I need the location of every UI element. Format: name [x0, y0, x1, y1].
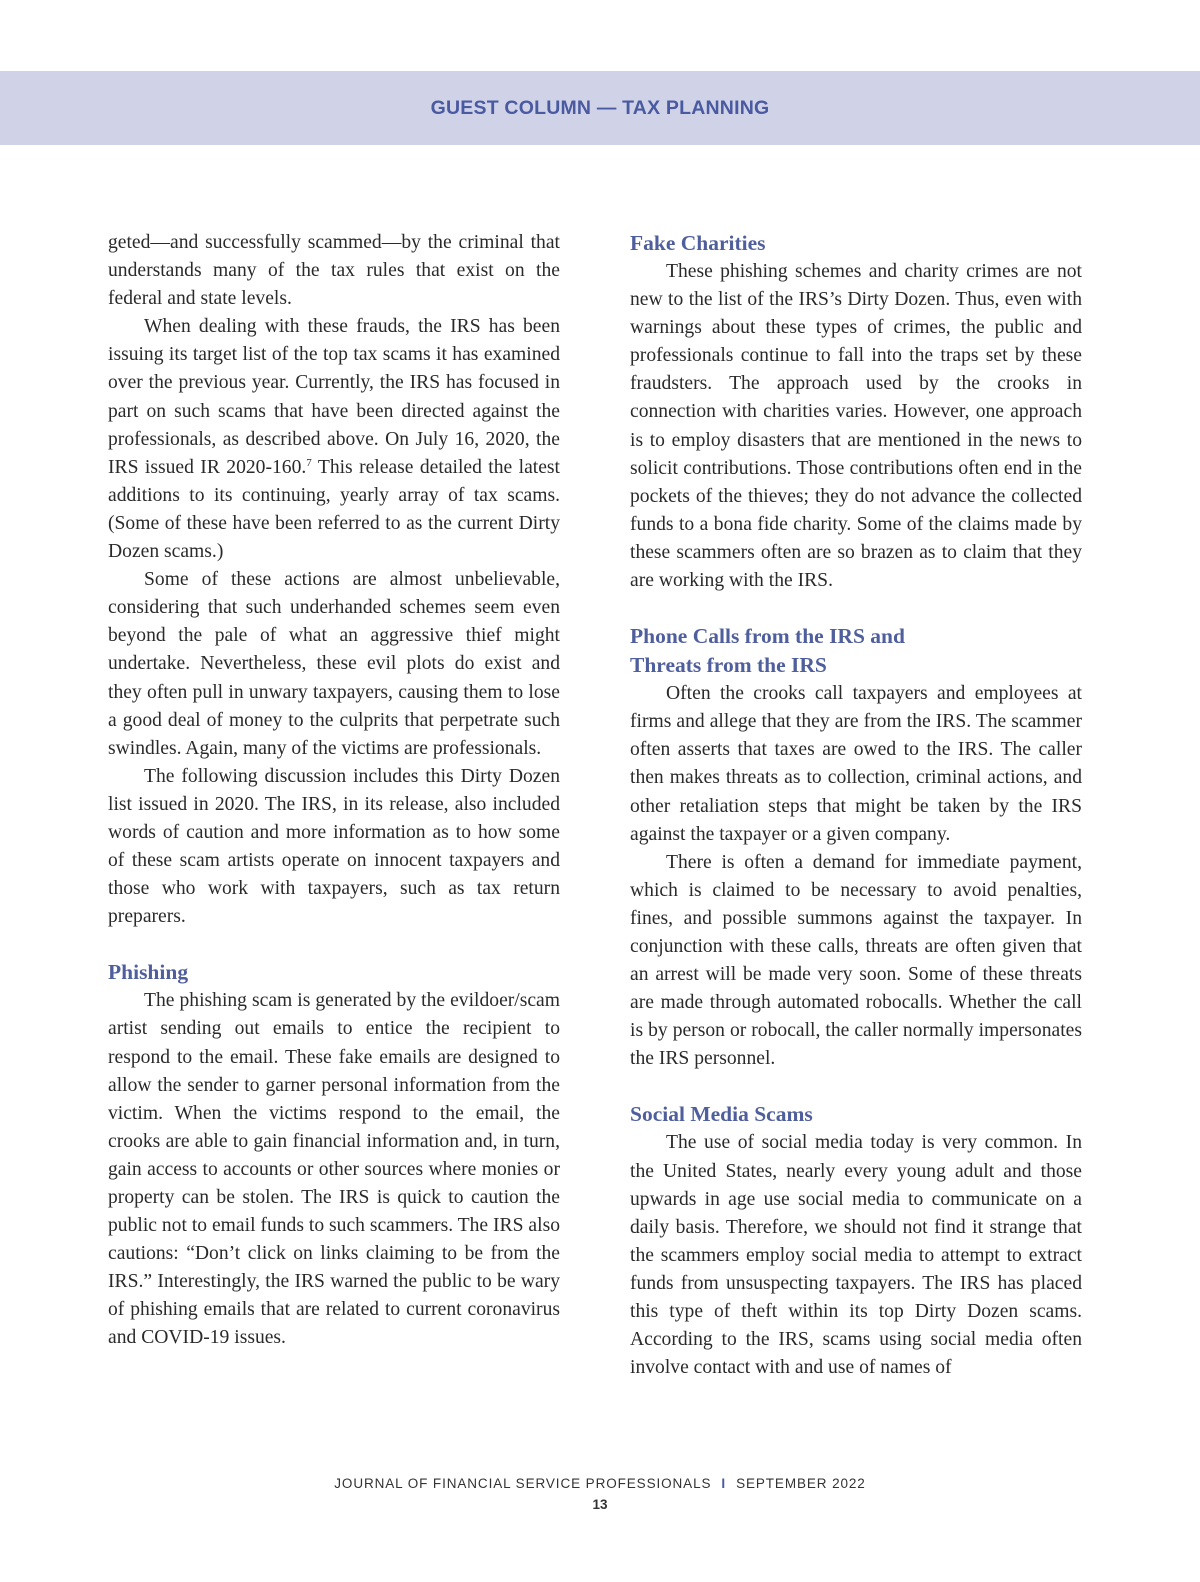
issue-date: SEPTEMBER 2022 — [736, 1476, 866, 1491]
section-heading-fake-charities: Fake Charities — [630, 231, 766, 255]
footer-separator: I — [721, 1476, 727, 1491]
section-gap — [630, 595, 1082, 622]
left-column — [108, 229, 560, 1353]
paragraph — [108, 313, 560, 566]
section-heading-social-media: Social Media Scams — [630, 1102, 813, 1127]
page-number: 13 — [592, 1497, 608, 1512]
section-heading-phone-calls — [630, 622, 1082, 680]
column-title: GUEST COLUMN — TAX PLANNING — [430, 96, 770, 119]
paragraph: Some of these actions are almost unbelievable, considering that such underhanded schemes seem even beyond the pale of what an aggressive thief might undertake. Nevertheless, these evil plots do exist and they often pull in unwary taxpayers, causing them to lose a good deal of money to the culprits that perpetrate such swindles. Again, many of the victims are professionals. — [108, 569, 560, 759]
paragraph: There is often a demand for immediate payment, which is claimed to be necessary to avoid penalties, fines, and possible summons against the taxpayer. In conjunction with these calls, threats are often given that an arrest will be made very soon. Some of these threats are made through automated robocalls. Whether the call is by person or robocall, the caller normally impersonates the IRS personnel. — [630, 851, 1082, 1070]
paragraph: These phishing schemes and charity crimes are not new to the list of the IRS’s Dirty Dozen. Thus, even with warnings about these types of crimes, the public and professionals continue to fall into the traps set by these fraudsters. The approach used by the crooks in connection with charities varies. However, one approach is to employ disasters that are mentioned in the news to solicit contributions. Those contributions often end in the pockets of the thieves; they do not advance the collected funds to a bona fide charity. Some of the claims made by these scammers often are so brazen as to claim that they are working with the IRS. — [630, 261, 1082, 592]
footer-line — [0, 1473, 1200, 1495]
footnote-ref: 7 — [306, 456, 312, 469]
paragraph: The following discussion includes this Dirty Dozen list issued in 2020. The IRS, in its release, also included words of caution and more information as to how some of these scam artists operate on innocent taxpayers and those who work with taxpayers, such as tax return preparers. — [108, 765, 560, 928]
paragraph: geted—and successfully scammed—by the criminal that understands many of the tax rules that exist on the federal and state levels. — [108, 232, 560, 310]
heading-line: Threats from the IRS — [630, 653, 827, 678]
journal-name: JOURNAL OF FINANCIAL SERVICE PROFESSIONALS — [334, 1476, 712, 1491]
section-gap — [630, 1073, 1082, 1100]
paragraph: The use of social media today is very common. In the United States, nearly every young adult and those upwards in age use social media to communicate on a daily basis. Therefore, we should not find it strange that the scammers employ social media to attempt to extract funds from unsuspecting taxpayers. The IRS has placed this type of theft within its top Dirty Dozen scams. According to the IRS, scams using social media often involve contact with and use of names of — [630, 1132, 1082, 1379]
section-gap — [108, 931, 560, 958]
section-heading-phishing: Phishing — [108, 960, 189, 985]
paragraph-text: This release detailed the latest additions to its continuing, yearly array of tax scams. (Some of these have been referred to as the current Dirty Dozen scams.) — [108, 456, 560, 563]
right-column — [630, 229, 1082, 1382]
paragraph-text: When dealing with these frauds, the IRS has been issuing its target list of the top tax scams it has examined over the previous year. Currently, the IRS has focused in part on such scams that have been directed against the professionals, as described above. On July 16, 2020, the IRS issued IR 2020-160. — [108, 316, 560, 478]
page-footer — [0, 1473, 1200, 1515]
paragraph: The phishing scam is generated by the evildoer/scam artist sending out emails to entice the recipient to respond to the email. These fake emails are designed to allow the sender to garner personal information from the victim. When the victims respond to the email, the crooks are able to gain financial information and, in turn, gain access to accounts or other sources where monies or property can be stolen. The IRS is quick to caution the public not to email funds to such scammers. The IRS also cautions: “Don’t click on links claiming to be from the IRS.” Interestingly, the IRS warned the public to be wary of phishing emails that are related to current coronavirus and COVID-19 issues. — [108, 990, 560, 1349]
column-banner — [0, 71, 1200, 145]
paragraph: Often the crooks call taxpayers and employees at firms and allege that they are from the IRS. The scammer often asserts that taxes are owed to the IRS. The caller then makes threats as to collection, criminal actions, and other retaliation steps that might be taken by the IRS against the taxpayer or a given company. — [630, 683, 1082, 845]
heading-line: Phone Calls from the IRS and — [630, 624, 905, 649]
